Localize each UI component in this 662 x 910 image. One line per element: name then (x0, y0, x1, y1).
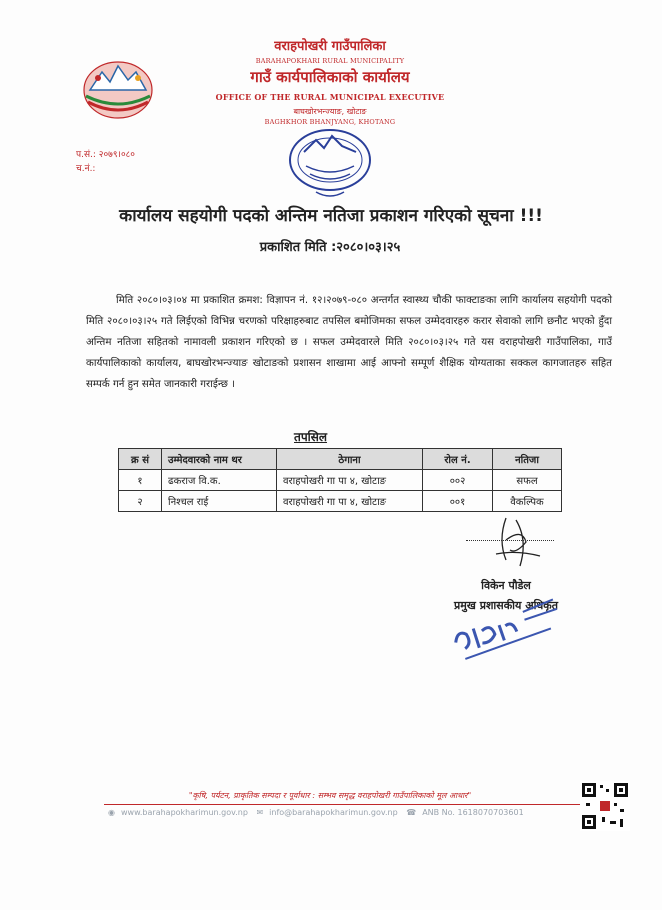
name-seal-stamp-icon (440, 596, 570, 662)
cell-roll: ००१ (423, 491, 493, 512)
office-name-np: गाउँ कार्यपालिकाको कार्यालय (250, 68, 410, 86)
col-header-name: उम्मेदवारको नाम थर (162, 449, 277, 470)
cell-name: निश्चल राई (162, 491, 277, 512)
col-header-roll: रोल नं. (423, 449, 493, 470)
footer-divider (104, 804, 604, 805)
col-header-serial: क्र सं (119, 449, 162, 470)
municipality-emblem-icon (76, 56, 160, 120)
col-header-address: ठेगाना (277, 449, 423, 470)
footer-website: www.barahapokharimun.gov.np (120, 808, 248, 817)
signatory-name: विकेन पौडेल (481, 579, 531, 592)
cell-roll: ००२ (423, 470, 493, 491)
signatory-title: प्रमुख प्रशासकीय अधिकृत (454, 599, 558, 612)
cell-result: वैकल्पिक (493, 491, 562, 512)
reference-block (76, 148, 135, 176)
footer-motto: "कृषि, पर्यटन, प्राकृतिक सम्पदा र पूर्वाधार : सम्भव समृद्ध वराहपोखरी गाउँपालिकाको मूल आधार" (188, 791, 472, 800)
results-table (118, 448, 562, 512)
table-title: तपसिल (294, 430, 328, 444)
cell-result: सफल (493, 470, 562, 491)
notice-body: मिति २०८०।०३।०४ मा प्रकाशित क्रमश: विज्ञापन नं. १२।२०७९-०८० अन्तर्गत स्वास्थ्य चौकी फाक्टाङका लागि कार्यालय सहयोगी पदको मिति २०८०।०३।२५ गते लिईएको विभिन्न चरणको परिक्षाहरुबाट तपसिल बमोजिमका सफल उम्मेदवारहरु करार सेवाको लागि छनौट भएको हुँदा अन्तिम नतिजा सहितको नामावली प्रकाशन गरिएको छ । सफल उम्मेदवारले मिति २०८०।०३।२५ गते यस वराहपोखरी गाउँपालिका, गाउँ कार्यपालिकाको कार्यालय, बाघखोरभन्ज्याङ खोटाङको प्रशासन शाखामा आई आफ्नो सम्पूर्ण शैक्षिक योग्यताका सक्कल कागजातहरु सहित सम्पर्क गर्न हुन समेत जानकारी गराईन्छ । (86, 295, 612, 390)
cell-address: वराहपोखरी गा पा ४, खोटाङ (277, 491, 423, 512)
qr-code-icon (580, 781, 630, 831)
notice-title: कार्यालय सहयोगी पदको अन्तिम नतिजा प्रकाशन गरिएको सूचना !!! (119, 206, 543, 226)
table-row (119, 491, 562, 512)
cell-address: वराहपोखरी गा पा ४, खोटाङ (277, 470, 423, 491)
footer-phone: ANB No. 1618070703601 (422, 808, 524, 817)
patra-sankhya: प.सं.: २०७९।०८० (76, 150, 135, 160)
signature-line (466, 540, 554, 541)
phone-icon: ☎ (406, 808, 417, 817)
table-header-row (119, 449, 562, 470)
chalani-number: च.नं.: (76, 164, 96, 174)
address-np: बाघखोरभन्ज्याङ, खोटाङ (293, 107, 367, 116)
published-date: प्रकाशित मिति :२०८०।०३।२५ (259, 240, 401, 255)
mail-icon: ✉ (256, 808, 264, 817)
col-header-result: नतिजा (493, 449, 562, 470)
globe-icon: ◉ (108, 808, 115, 817)
municipality-name-np: वराहपोखरी गाउँपालिका (274, 39, 386, 54)
footer-contacts (108, 808, 578, 817)
cell-serial: २ (119, 491, 162, 512)
cell-name: ढकराज वि.क. (162, 470, 277, 491)
office-seal-stamp-icon (282, 122, 378, 204)
office-name-en: OFFICE OF THE RURAL MUNICIPAL EXECUTIVE (215, 92, 445, 102)
footer-email: info@barahapokharimun.gov.np (269, 808, 398, 817)
table-row (119, 470, 562, 491)
municipality-name-en: BARAHAPOKHARI RURAL MUNICIPALITY (255, 57, 405, 65)
address-en: BAGHKHOR BHANJYANG, KHOTANG (264, 118, 396, 126)
cell-serial: १ (119, 470, 162, 491)
